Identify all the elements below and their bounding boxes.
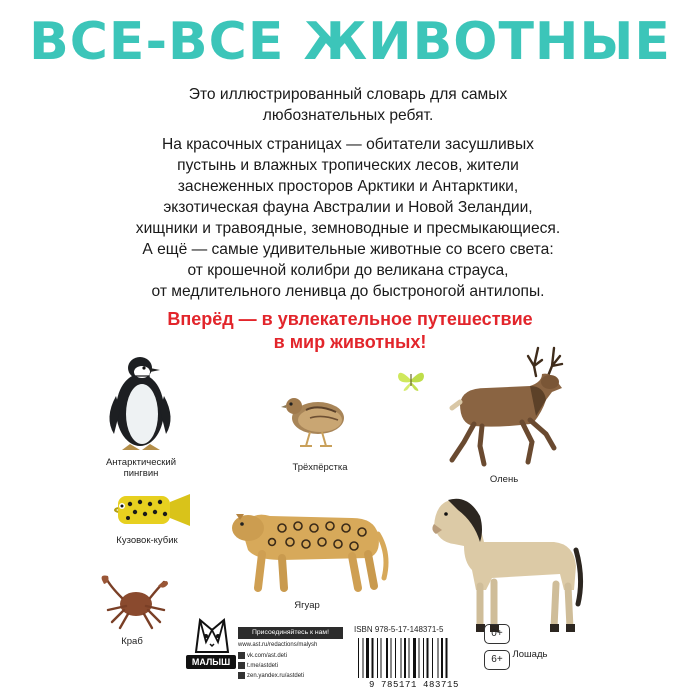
caption-jaguar: Ягуар [294, 600, 320, 611]
call-line: в мир животных! [273, 332, 427, 352]
caption-boxfish: Кузовок-кубик [116, 535, 178, 546]
butterfly-illustration [396, 368, 426, 392]
body-line: хищники и травоядные, земноводные и пресмыкающиеся. [135, 220, 561, 237]
caption-penguin [100, 457, 182, 479]
body-line: А ещё — самые удивительные животные со всего света: [142, 241, 554, 258]
barcode-digits: 9 785171 483715 [368, 680, 459, 690]
caption-horse: Лошадь [512, 649, 548, 660]
intro-line: любознательных ребят. [262, 107, 434, 124]
intro-line: Это иллюстрированный словарь для самых [188, 86, 508, 103]
zen-icon [238, 672, 245, 679]
caption-crab: Краб [121, 636, 143, 647]
link-text: t.me/astdeti [247, 663, 279, 670]
telegram-icon [238, 662, 245, 669]
age-rating-6: 6+ [484, 650, 510, 670]
call-line: Вперёд — в увлекательное путешествие [167, 309, 533, 329]
link-text: zen.yandex.ru/astdeti [247, 673, 305, 680]
caption-deer: Олень [489, 474, 519, 485]
quail-illustration [276, 392, 356, 452]
body-paragraph [118, 134, 578, 302]
body-line: от медлительного ленивца до быстроногой антилопы. [151, 283, 545, 300]
intro-paragraph [118, 84, 578, 126]
link-zen[interactable] [238, 672, 348, 681]
caption-line: пингвин [123, 468, 159, 479]
publisher-name: МАЛЫШ [186, 655, 236, 669]
age-rating-0: 0+ [484, 624, 510, 644]
body-line: от крошечной колибри до великана страуса, [187, 262, 509, 279]
vk-icon [238, 652, 245, 659]
link-website[interactable]: www.ast.ru/redactions/malysh [238, 642, 318, 648]
link-telegram[interactable] [238, 662, 348, 671]
body-line: пустынь и влажных тропических лесов, жители [177, 157, 519, 174]
caption-line: Антарктический [105, 457, 177, 468]
crab-illustration [98, 574, 170, 630]
penguin-illustration [100, 352, 180, 452]
deer-illustration [430, 342, 580, 470]
body-line: На красочных страницах — обитатели засушливых [162, 136, 534, 153]
barcode [354, 636, 474, 684]
link-text: vk.com/ast.deti [247, 653, 288, 660]
horse-illustration [414, 486, 584, 642]
page-title: ВСЕ-ВСЕ ЖИВОТНЫЕ [29, 12, 671, 72]
link-vk[interactable] [238, 652, 348, 661]
isbn-label: ISBN 978-5-17-148371-5 [354, 625, 444, 634]
join-us-banner: Присоединяйтесь к нам! [238, 627, 343, 639]
caption-quail: Трёхпёрстка [292, 462, 348, 473]
boxfish-illustration [108, 490, 194, 530]
body-line: заснеженных просторов Арктики и Антарктики, [177, 178, 519, 195]
jaguar-illustration [222, 494, 392, 594]
body-line: экзотическая фауна Австралии и Новой Зеландии, [163, 199, 533, 216]
